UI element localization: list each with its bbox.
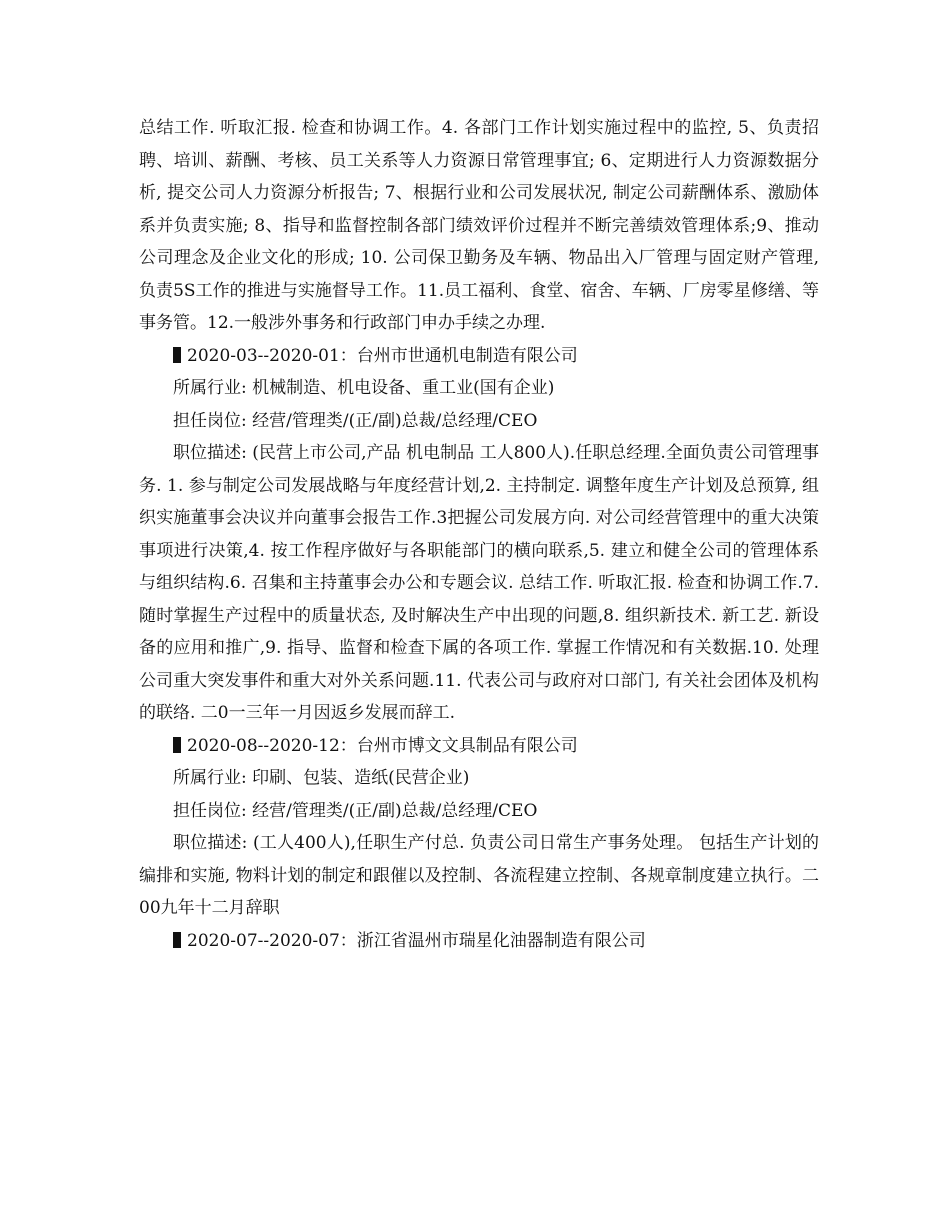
job-description-1: 职位描述: (民营上市公司,产品 机电制品 工人800人).任职总经理.全面负责公司管理事务. 1. 参与制定公司发展战略与年度经营计划,2. 主持制定. 调整年度生产计划及总预算, 组织实施董事会决议并向董事会报告工作.3把握公司发展方向. 对公司经营管理中的重大决策事项进行决策,4. 按工作程序做好与各职能部门的横向联系,5. 建立和健全公司的管理体系与组织结构.6. 召集和主持董事会办公和专题会议. 总结工作. 听取汇报. 检查和协调工作.7. 随时掌握生产过程中的质量状态, 及时解决生产中出现的问题,8. 组织新技术. 新工艺. 新设备的应用和推广,9. 指导、监督和检查下属的各项工作. 掌握工作情况和有关数据.10. 处理公司重大突发事件和重大对外关系问题.11. 代表公司与政府对口部门, 有关社会团体及机构的联络. 二0一三年一月因返乡发展而辞工. [139, 443, 819, 723]
job-header-text: 2020-03--2020-01：台州市世通机电制造有限公司 [187, 345, 578, 366]
job-position-1: 担任岗位: 经营/管理类/(正/副)总裁/总经理/CEO [173, 410, 538, 431]
job-header-2 [139, 730, 819, 763]
bullet-marker-icon [173, 932, 181, 948]
job-header-text: 2020-07--2020-07：浙江省温州市瑞星化油器制造有限公司 [187, 930, 646, 951]
job-industry-2: 所属行业: 印刷、包装、造纸(民营企业) [173, 768, 470, 788]
job-industry-1: 所属行业: 机械制造、机电设备、重工业(国有企业) [173, 378, 555, 398]
bullet-marker-icon [173, 347, 181, 363]
intro-paragraph: 总结工作. 听取汇报. 检查和协调工作。4. 各部门工作计划实施过程中的监控, 5、负责招聘、培训、薪酬、考核、员工关系等人力资源日常管理事宜; 6、定期进行人力资源数据分析, 提交公司人力资源分析报告; 7、根据行业和公司发展状况, 制定公司薪酬体系、激励体系并负责实施; 8、指导和监督控制各部门绩效评价过程并不断完善绩效管理体系;9、推动公司理念及企业文化的形成; 10. 公司保卫勤务及车辆、物品出入厂管理与固定财产管理, 负责5S工作的推进与实施督导工作。11.员工福利、食堂、宿舍、车辆、厂房零星修缮、等事务管。12.一般涉外事务和行政部门申办手续之办理. [139, 118, 819, 333]
job-position-2: 担任岗位: 经营/管理类/(正/副)总裁/总经理/CEO [173, 800, 538, 821]
job-header-1 [139, 340, 819, 373]
job-header-text: 2020-08--2020-12：台州市博文文具制品有限公司 [187, 735, 578, 756]
job-header-3 [139, 925, 819, 958]
bullet-marker-icon [173, 737, 181, 753]
document-content [139, 112, 819, 957]
job-description-2: 职位描述: (工人400人),任职生产付总. 负责公司日常生产事务处理。 包括生产计划的编排和实施, 物料计划的制定和跟催以及控制、各流程建立控制、各规章制度建立执行。二00九年十二月辞职 [139, 833, 819, 918]
